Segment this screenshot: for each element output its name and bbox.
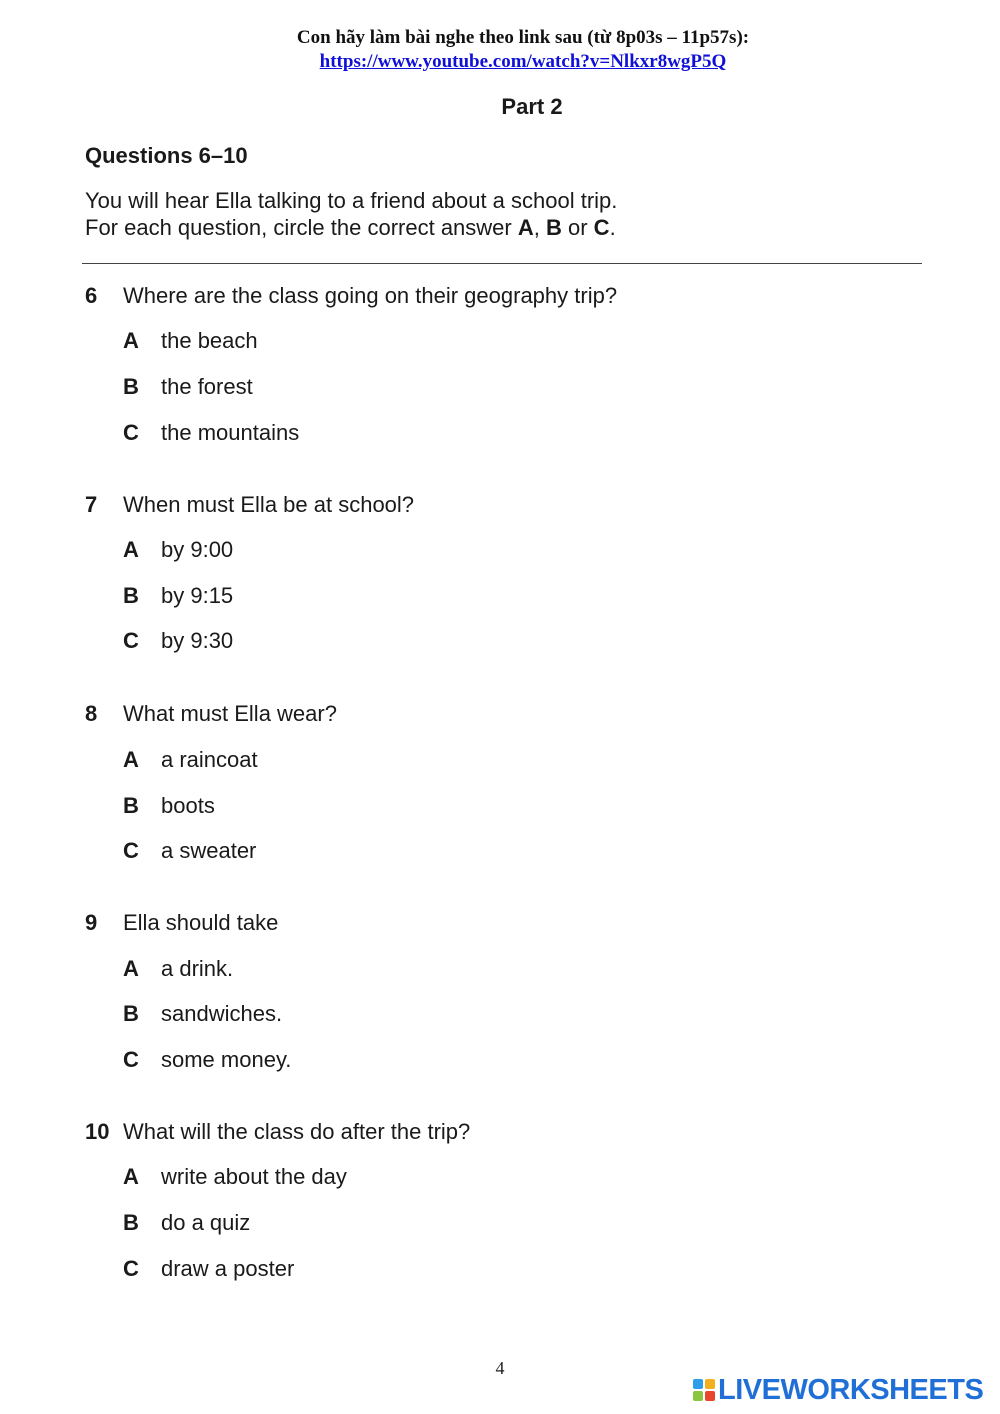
option-text: a sweater [161,838,257,863]
option-letter: C [123,838,139,863]
option-letter: A [123,747,139,772]
option-letter: A [123,328,139,353]
question-row [85,492,925,522]
question-row [85,910,925,940]
intro-answer-a: A [517,215,534,240]
option-text: some money. [161,1047,292,1072]
option-text: boots [161,793,215,818]
option-text: the forest [161,374,253,399]
option-letter: A [123,956,139,981]
page-number: 4 [495,1358,505,1378]
question-number: 8 [85,701,98,726]
option-text: by 9:30 [161,628,234,653]
option-letter: C [123,1047,139,1072]
question-text: What must Ella wear? [123,701,337,726]
option-letter: C [123,420,139,445]
option-letter: B [123,583,139,608]
intro-text: For each question, circle the correct answer [85,215,518,240]
question-number: 9 [85,910,98,935]
option-text: the beach [161,328,258,353]
liveworksheets-logo-icon [693,1379,715,1401]
option-letter: A [123,537,139,562]
option-text: by 9:15 [161,583,234,608]
question-row [85,701,925,731]
option-text: by 9:00 [161,537,234,562]
option-text: draw a poster [161,1256,295,1281]
option-letter: B [123,1001,139,1026]
question-6 [85,283,925,445]
question-7 [85,492,925,653]
option-text: do a quiz [161,1210,251,1235]
option-text: a raincoat [161,747,258,772]
option-text: write about the day [161,1164,347,1189]
questions-heading: Questions 6–10 [85,143,248,168]
part-title: Part 2 [501,94,563,119]
question-text: Where are the class going on their geography trip? [123,283,618,308]
brand-name: LIVEWORKSHEETS [718,1374,984,1406]
question-row [85,1119,925,1149]
intro-line-1: You will hear Ella talking to a friend about a school trip. [85,188,618,213]
question-10 [85,1119,925,1281]
question-text: What will the class do after the trip? [123,1119,471,1144]
option-letter: B [123,1210,139,1235]
option-letter: C [123,1256,139,1281]
youtube-link[interactable]: https://www.youtube.com/watch?v=Nlkxr8wgP5Q [319,51,727,72]
question-text: Ella should take [123,910,279,935]
intro-answer-c: C [593,215,610,240]
intro-end: . [609,215,616,240]
question-number: 7 [85,492,98,517]
question-row [85,283,925,313]
option-text: sandwiches. [161,1001,283,1026]
question-9 [85,910,925,1072]
intro-separator: , [533,215,546,240]
divider [82,263,922,264]
listening-instruction: Con hãy làm bài nghe theo link sau (từ 8p03s – 11p57s): [296,27,750,48]
question-number: 6 [85,283,98,308]
option-letter: B [123,793,139,818]
option-text: a drink. [161,956,234,981]
question-number: 10 [85,1119,110,1144]
option-letter: B [123,374,139,399]
intro-line-2 [85,215,616,241]
question-8 [85,701,925,863]
option-text: the mountains [161,420,300,445]
question-text: When must Ella be at school? [123,492,415,517]
option-letter: A [123,1164,139,1189]
intro-answer-b: B [545,215,562,240]
option-letter: C [123,628,139,653]
intro-or: or [561,215,594,240]
